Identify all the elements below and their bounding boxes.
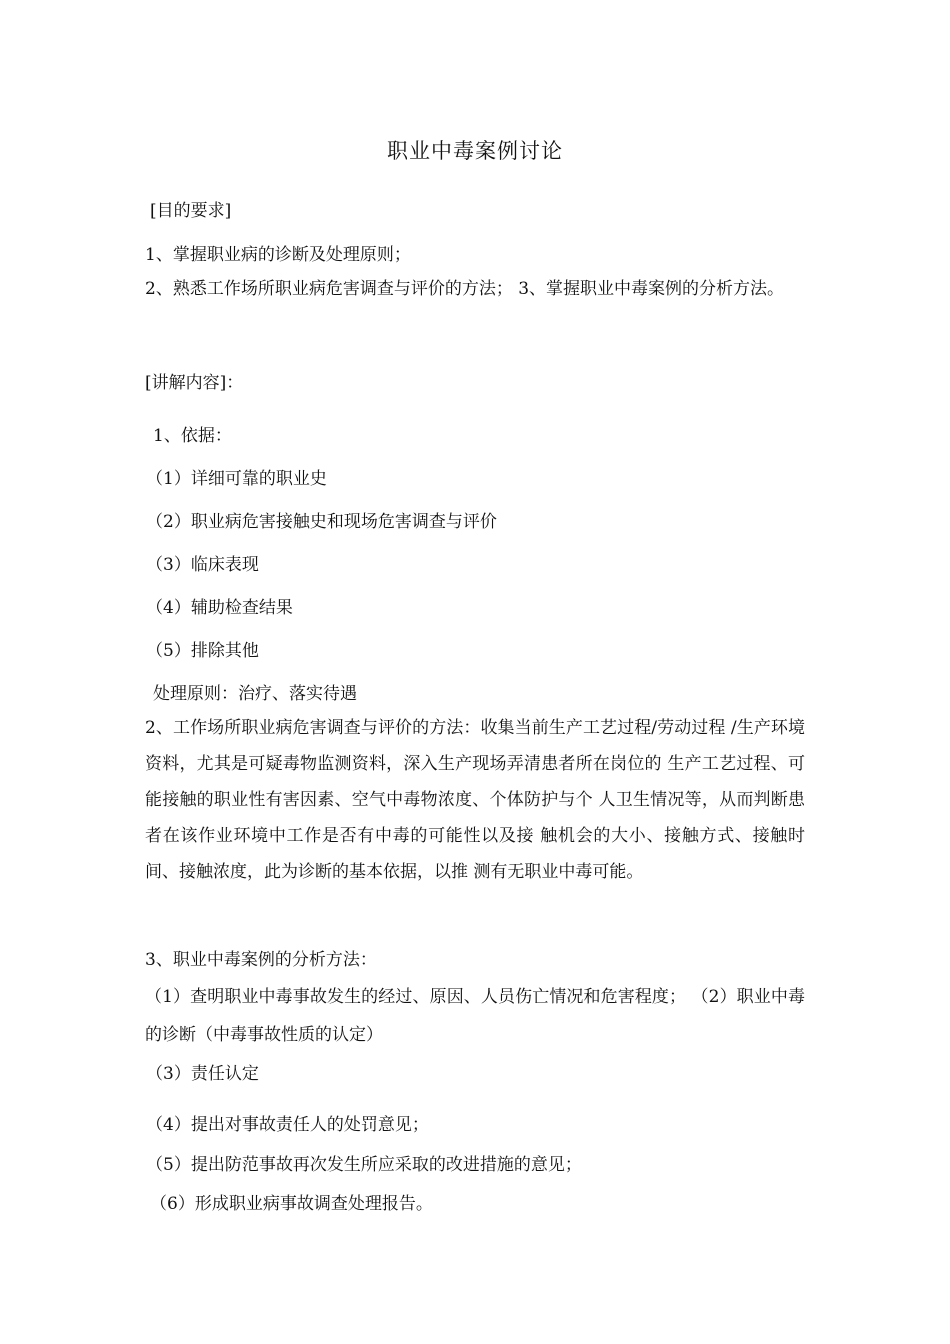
analysis-item: （5）提出防范事故再次发生所应采取的改进措施的意见；: [146, 1155, 582, 1175]
document-title: 职业中毒案例讨论: [387, 139, 563, 163]
objective-item: 2、熟悉工作场所职业病危害调查与评价的方法； 3、掌握职业中毒案例的分析方法。: [145, 279, 785, 299]
basis-item: （1）详细可靠的职业史: [146, 469, 327, 489]
analysis-heading: 3、职业中毒案例的分析方法：: [145, 950, 377, 970]
analysis-item: （1）查明职业中毒事故发生的经过、原因、人员伤亡情况和危害程度； （2）职业中毒的诊断（中毒事故性质的认定）: [145, 987, 805, 1045]
analysis-item: （3）责任认定: [146, 1064, 259, 1084]
treatment-principle: 处理原则：治疗、落实待遇: [153, 684, 357, 704]
basis-item: （3）临床表现: [146, 555, 259, 575]
analysis-item: （6）形成职业病事故调查处理报告。: [150, 1194, 433, 1214]
method-paragraph: 2、工作场所职业病危害调查与评价的方法：收集当前生产工艺过程/劳动过程 /生产环境资料，尤其是可疑毒物监测资料，深入生产现场弄清患者所在岗位的 生产工艺过程、可能接触的职业性有害因素、空气中毒物浓度、个体防护与个 人卫生情况等，从而判断患者在该作业环境中工作是否有中毒的可能性以及接 触机会的大小、接触方式、接触时间、接触浓度，此为诊断的基本依据，以推 测有无职业中毒可能。: [145, 718, 805, 882]
basis-item: （4）辅助检查结果: [146, 598, 293, 618]
analysis-item: （4）提出对事故责任人的处罚意见；: [146, 1115, 429, 1135]
basis-item: （2）职业病危害接触史和现场危害调查与评价: [146, 512, 497, 532]
content-heading: [讲解内容]：: [145, 373, 244, 393]
basis-item: （5）排除其他: [146, 641, 259, 661]
basis-heading: 1、依据：: [153, 426, 232, 446]
objectives-heading: [目的要求]: [150, 201, 232, 221]
objective-item: 1、掌握职业病的诊断及处理原则；: [145, 245, 411, 265]
